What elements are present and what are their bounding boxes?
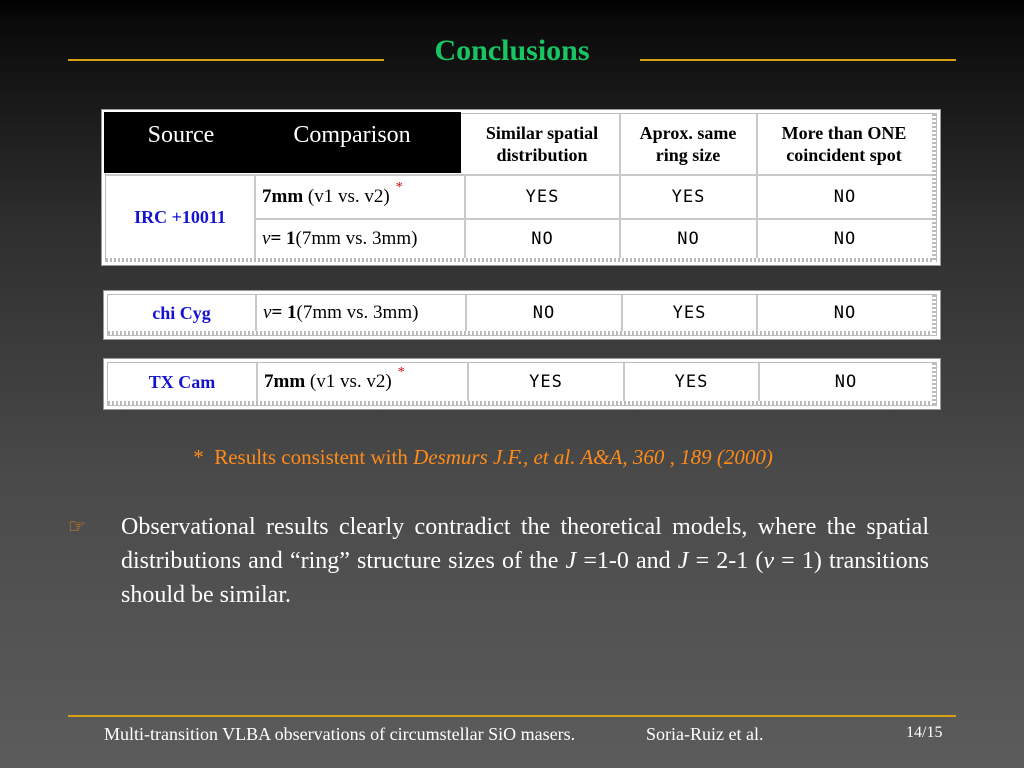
irc-row2-coincident: NO: [833, 229, 857, 249]
comparison-tx-row: 7mm (v1 vs. v2) *: [264, 365, 405, 392]
citation: Desmurs J.F., et al. A&A, 360 , 189 (2000): [413, 445, 773, 469]
tx-similar: YES: [529, 372, 563, 392]
comparison-irc-row2: v = 1 (7mm vs. 3mm): [262, 228, 418, 249]
chi-similar: NO: [532, 303, 556, 323]
chi-coincident: NO: [833, 303, 857, 323]
irc-row1-similar: YES: [525, 187, 560, 207]
asterisk-mark: *: [395, 180, 403, 195]
comparison-chi-row: v = 1 (7mm vs. 3mm): [263, 302, 419, 323]
source-tx-cam: TX Cam: [148, 371, 216, 392]
source-irc-10011: IRC +10011: [134, 206, 226, 227]
header-coincident-spot: More than ONE coincident spot: [781, 123, 907, 165]
footer-rule: [68, 715, 956, 717]
footer-title: Multi-transition VLBA observations of circumstellar SiO masers.: [104, 724, 576, 744]
source-chi-cyg: chi Cyg: [152, 302, 211, 323]
tx-ring: YES: [674, 372, 709, 392]
irc-row1-coincident: NO: [833, 187, 857, 207]
header-ring-size: Aprox. same ring size: [639, 123, 737, 165]
footnote: * Results consistent with Desmurs J.F., et al. A&A, 360 , 189 (2000): [193, 445, 773, 469]
page-number: 14/15: [906, 724, 943, 741]
table-irc: [101, 109, 941, 266]
irc-row2-similar: NO: [531, 229, 554, 249]
header-source: Source: [147, 121, 215, 148]
header-comparison: Comparison: [293, 121, 411, 148]
conclusion-bullet: Observational results clearly contradict the theoretical models, where the spatial distributions and “ring” structure sizes of the J =1-0 and J = 2-1 (v = 1) transitions should be similar.: [121, 514, 929, 608]
tx-coincident: NO: [834, 372, 858, 392]
footer-authors: Soria-Ruiz et al.: [646, 724, 764, 744]
pointing-hand-icon: ☞: [68, 516, 86, 538]
table-tx-cam: [103, 358, 941, 410]
header-similar-distribution: Similar spatial distribution: [485, 123, 599, 165]
table-chi-cyg: [103, 290, 941, 340]
slide-title: Conclusions: [434, 34, 590, 67]
irc-row2-ring: NO: [677, 229, 700, 249]
irc-row1-ring: YES: [671, 187, 706, 207]
asterisk-mark: *: [397, 365, 405, 380]
chi-ring: YES: [672, 303, 707, 323]
comparison-irc-row1: 7mm (v1 vs. v2) *: [262, 180, 403, 207]
